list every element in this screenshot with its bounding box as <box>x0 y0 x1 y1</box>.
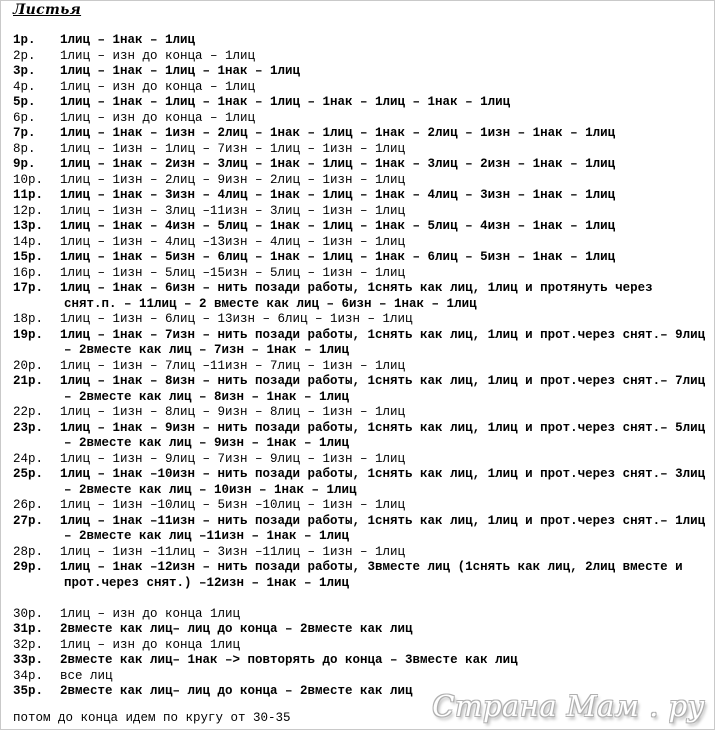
pattern-row <box>13 173 711 189</box>
pattern-row <box>13 219 711 235</box>
row-number: 14р. <box>13 234 44 249</box>
row-number: 10р. <box>13 172 44 187</box>
footer-note: потом до конца идем по кругу от 30-35 <box>13 711 291 725</box>
pattern-row <box>13 64 711 80</box>
row-instruction: 1лиц – 1нак – 6изн – нить позади работы, 1снять как лиц, 1лиц и протянуть через снят.п. – 11лиц – 2 вместе как лиц – 6изн – 1нак – 1лиц <box>60 281 661 311</box>
row-instruction: 1лиц – 1нак – 4изн – 5лиц – 1нак – 1лиц – 1нак – 5лиц – 4изн – 1нак – 1лиц <box>60 219 616 233</box>
row-instruction: 2вместе как лиц– 1нак –> повторять до конца – 3вместе как лиц <box>60 653 518 667</box>
row-number: 30р. <box>13 606 44 621</box>
row-number: 3р. <box>13 64 36 78</box>
row-number: 12р. <box>13 203 44 218</box>
row-instruction: 1лиц – 1нак – 1лиц <box>60 33 196 47</box>
row-number: 26р. <box>13 498 44 512</box>
row-instruction: 1лиц – 1нак – 3изн – 4лиц – 1нак – 1лиц – 1нак – 4лиц – 3изн – 1нак – 1лиц <box>60 188 616 202</box>
pattern-row <box>13 33 711 49</box>
row-instruction: 1лиц – 1нак – 2изн – 3лиц – 1нак – 1лиц – 1нак – 3лиц – 2изн – 1нак – 1лиц <box>60 157 616 171</box>
row-instruction: все лиц <box>60 668 113 683</box>
row-instruction: 1лиц – 1изн –10лиц – 5изн –10лиц – 1изн – 1лиц <box>60 498 406 512</box>
row-instruction: 1лиц – 1изн – 2лиц – 9изн – 2лиц – 1изн – 1лиц <box>60 172 406 187</box>
row-number: 33р. <box>13 653 44 667</box>
row-number: 6р. <box>13 110 36 125</box>
pattern-row <box>13 281 711 312</box>
pattern-row <box>13 607 711 623</box>
row-number: 20р. <box>13 358 44 373</box>
row-instruction: 1лиц – 1изн –11лиц – 3изн –11лиц – 1изн – 1лиц <box>60 544 406 559</box>
pattern-row <box>13 374 711 405</box>
row-number: 2р. <box>13 48 36 63</box>
row-number: 23р. <box>13 420 44 435</box>
row-instruction: 1лиц – 1нак –12изн – нить позади работы, 3вместе лиц (1снять как лиц, 2лиц вместе и прот.через снят.) –12изн – 1нак – 1лиц <box>60 560 691 590</box>
pattern-row <box>13 669 711 685</box>
row-instruction: 1лиц – 1изн – 1лиц – 7изн – 1лиц – 1изн – 1лиц <box>60 141 406 156</box>
row-instruction: 1лиц – изн до конца – 1лиц <box>60 48 256 63</box>
row-instruction: 1лиц – 1нак – 1лиц – 1нак – 1лиц <box>60 64 301 78</box>
pattern-row <box>13 142 711 158</box>
row-number: 18р. <box>13 312 44 326</box>
row-number: 9р. <box>13 157 36 171</box>
pattern-row <box>13 560 711 591</box>
row-instruction: 1лиц – 1нак – 5изн – 6лиц – 1нак – 1лиц – 1нак – 6лиц – 5изн – 1нак – 1лиц <box>60 250 616 264</box>
pattern-row <box>13 545 711 561</box>
row-number: 7р. <box>13 126 36 140</box>
row-number: 8р. <box>13 141 36 156</box>
row-number: 21р. <box>13 374 44 388</box>
pattern-row <box>13 157 711 173</box>
row-number: 5р. <box>13 95 36 109</box>
row-instruction: 1лиц – изн до конца – 1лиц <box>60 79 256 94</box>
row-number: 34р. <box>13 668 44 683</box>
pattern-rows <box>13 33 711 700</box>
row-instruction: 1лиц – 1изн – 8лиц – 9изн – 8лиц – 1изн – 1лиц <box>60 405 406 419</box>
row-number: 13р. <box>13 219 44 233</box>
row-instruction: 1лиц – изн до конца 1лиц <box>60 606 241 621</box>
pattern-row <box>13 266 711 282</box>
pattern-row <box>13 405 711 421</box>
row-instruction: 1лиц – 1нак – 7изн – нить позади работы, 1снять как лиц, 1лиц и прот.через снят.– 9лиц – 2вместе как лиц – 7изн – 1нак – 1лиц <box>60 327 713 357</box>
row-instruction: 1лиц – 1нак – 8изн – нить позади работы, 1снять как лиц, 1лиц и прот.через снят.– 7лиц – 2вместе как лиц – 8изн – 1нак – 1лиц <box>60 374 713 404</box>
row-number: 35р. <box>13 684 44 698</box>
pattern-row <box>13 467 711 498</box>
row-instruction: 1лиц – 1изн – 5лиц –15изн – 5лиц – 1изн – 1лиц <box>60 265 406 280</box>
pattern-row <box>13 653 711 669</box>
pattern-row <box>13 111 711 127</box>
row-instruction: 1лиц – 1нак – 9изн – нить позади работы, 1снять как лиц, 1лиц и прот.через снят.– 5лиц – 2вместе как лиц – 9изн – 1нак – 1лиц <box>60 420 713 450</box>
row-instruction: 2вместе как лиц– лиц до конца – 2вместе как лиц <box>60 622 413 636</box>
row-instruction: 2вместе как лиц– лиц до конца – 2вместе как лиц <box>60 684 413 698</box>
row-number: 28р. <box>13 544 44 559</box>
pattern-row <box>13 250 711 266</box>
row-number: 29р. <box>13 560 44 574</box>
row-instruction: 1лиц – 1изн – 6лиц – 13изн – 6лиц – 1изн – 1лиц <box>60 312 413 326</box>
site-watermark: Страна Мам . ру <box>432 689 705 723</box>
pattern-row <box>13 204 711 220</box>
pattern-row <box>13 452 711 468</box>
pattern-row <box>13 638 711 654</box>
document-title: Листья <box>13 2 82 18</box>
pattern-row <box>13 312 711 328</box>
row-number: 25р. <box>13 467 44 481</box>
pattern-row <box>13 514 711 545</box>
row-number: 31р. <box>13 622 44 636</box>
row-instruction: 1лиц – 1изн – 9лиц – 7изн – 9лиц – 1изн – 1лиц <box>60 451 406 466</box>
pattern-row <box>13 328 711 359</box>
row-instruction: 1лиц – 1нак – 1изн – 2лиц – 1нак – 1лиц – 1нак – 2лиц – 1изн – 1нак – 1лиц <box>60 126 616 140</box>
row-number: 1р. <box>13 33 36 47</box>
pattern-row <box>13 126 711 142</box>
pattern-row <box>13 49 711 65</box>
pattern-row <box>13 188 711 204</box>
row-instruction: 1лиц – 1нак – 1лиц – 1нак – 1лиц – 1нак – 1лиц – 1нак – 1лиц <box>60 95 511 109</box>
row-number: 17р. <box>13 281 44 295</box>
pattern-row <box>13 622 711 638</box>
row-number: 16р. <box>13 265 44 280</box>
pattern-row <box>13 80 711 96</box>
pattern-row <box>13 235 711 251</box>
pattern-row <box>13 421 711 452</box>
row-number: 11р. <box>13 188 44 202</box>
row-number: 4р. <box>13 79 36 94</box>
row-instruction: 1лиц – 1изн – 3лиц –11изн – 3лиц – 1изн – 1лиц <box>60 203 406 218</box>
row-number: 15р. <box>13 250 44 264</box>
row-instruction: 1лиц – изн до конца – 1лиц <box>60 110 256 125</box>
row-instruction: 1лиц – 1изн – 4лиц –13изн – 4лиц – 1изн – 1лиц <box>60 234 406 249</box>
row-number: 32р. <box>13 637 44 652</box>
row-instruction: 1лиц – 1нак –11изн – нить позади работы, 1снять как лиц, 1лиц и прот.через снят.– 1лиц – 2вместе как лиц –11изн – 1нак – 1лиц <box>60 513 713 543</box>
row-number: 27р. <box>13 513 44 528</box>
pattern-row <box>13 95 711 111</box>
row-number: 24р. <box>13 451 44 466</box>
pattern-row <box>13 359 711 375</box>
pattern-row <box>13 498 711 514</box>
row-instruction: 1лиц – 1нак –10изн – нить позади работы, 1снять как лиц, 1лиц и прот.через снят.– 3лиц – 2вместе как лиц – 10изн – 1нак – 1лиц <box>60 467 713 497</box>
row-number: 19р. <box>13 327 44 342</box>
row-instruction: 1лиц – 1изн – 7лиц –11изн – 7лиц – 1изн – 1лиц <box>60 358 406 373</box>
row-instruction: 1лиц – изн до конца 1лиц <box>60 637 241 652</box>
row-number: 22р. <box>13 405 44 419</box>
